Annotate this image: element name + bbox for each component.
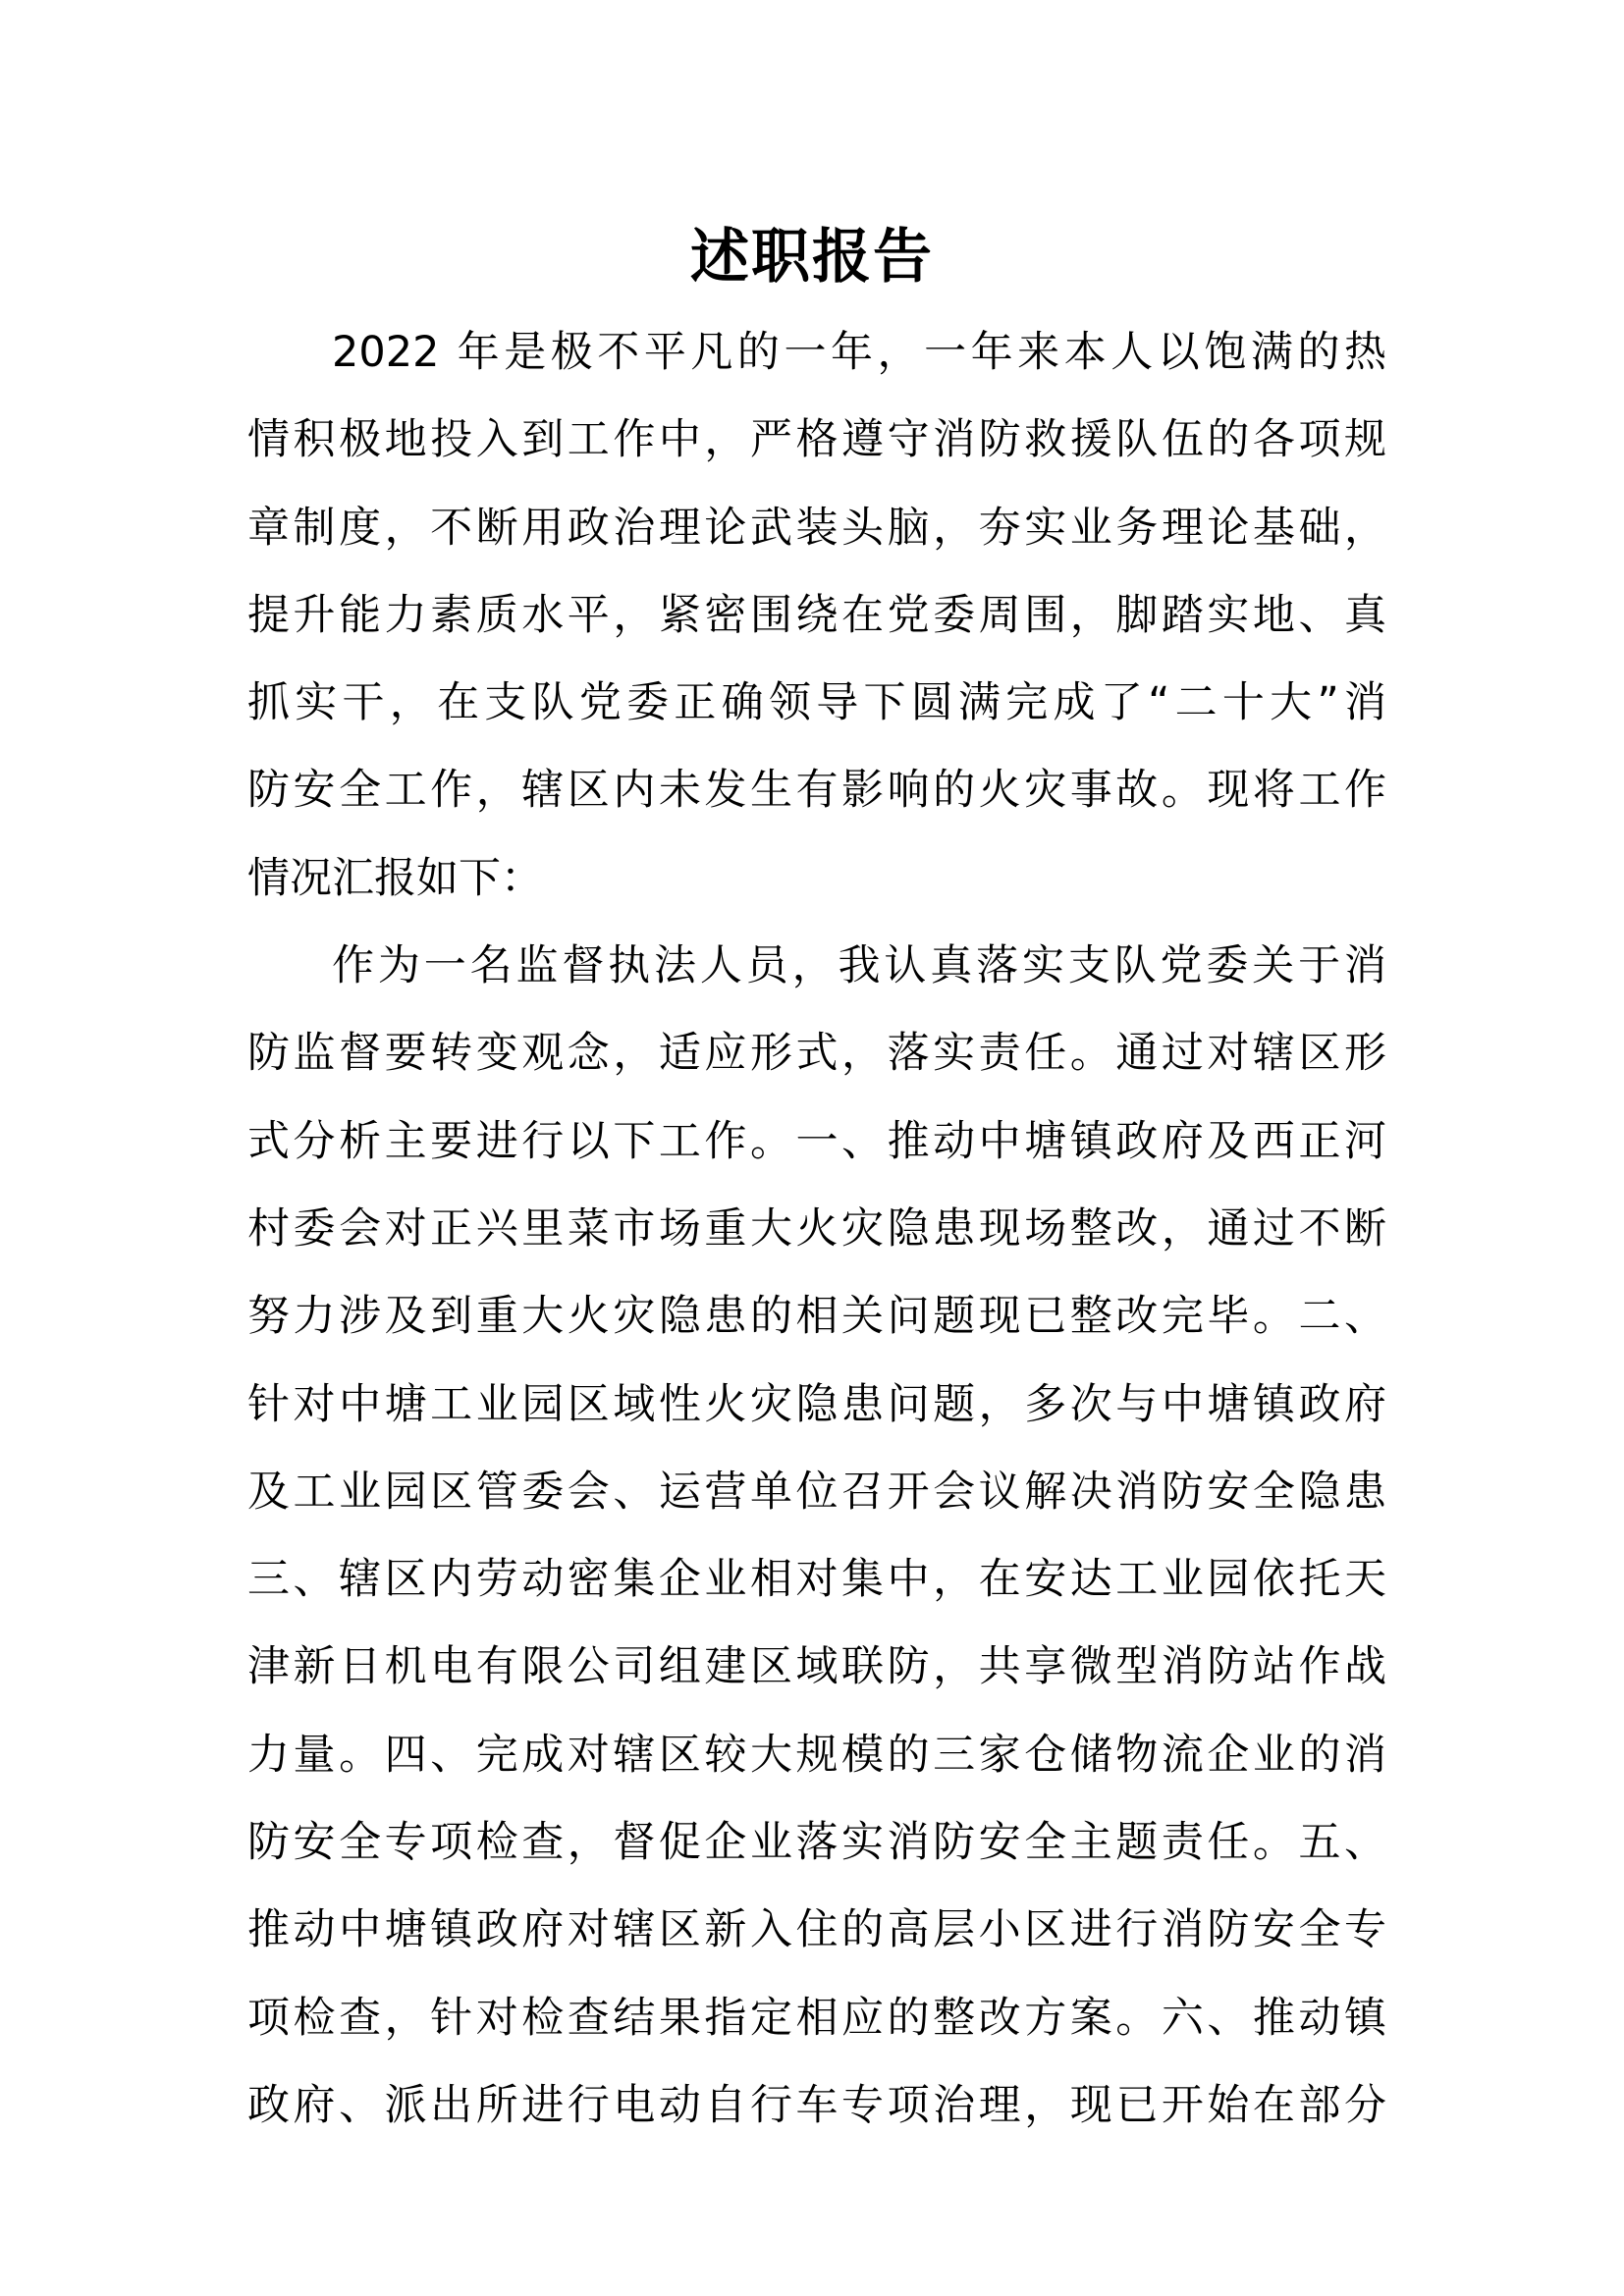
- body-text-line: 式分析主要进行以下工作。一、推动中塘镇政府及西正河: [247, 1116, 1386, 1166]
- body-text-line: 防监督要转变观念，适应形式，落实责任。通过对辖区形: [247, 1029, 1386, 1079]
- body-text-line: 努力涉及到重大火灾隐患的相关问题现已整改完毕。二、: [247, 1292, 1386, 1342]
- body-text-line: 提升能力素质水平，紧密围绕在党委周围，脚踏实地、真: [247, 590, 1386, 640]
- body-text-line: 三、辖区内劳动密集企业相对集中，在安达工业园依托天: [247, 1555, 1386, 1605]
- page-title: 述职报告: [690, 223, 934, 292]
- body-text-line: 政府、派出所进行电动自行车专项治理，现已开始在部分: [247, 2080, 1386, 2130]
- body-text-line: 及工业园区管委会、运营单位召开会议解决消防安全隐患: [247, 1467, 1386, 1517]
- body-text-line: 项检查，针对检查结果指定相应的整改方案。六、推动镇: [247, 1993, 1386, 2043]
- body-text-line: 2022 年是极不平凡的一年，一年来本人以饱满的热: [332, 328, 1386, 377]
- body-text-line: 防安全工作，辖区内未发生有影响的火灾事故。现将工作: [247, 766, 1386, 816]
- body-text-line: 力量。四、完成对辖区较大规模的三家仓储物流企业的消: [247, 1730, 1386, 1780]
- body-text-line: 针对中塘工业园区域性火灾隐患问题，多次与中塘镇政府: [247, 1379, 1386, 1429]
- body-text-line: 推动中塘镇政府对辖区新入住的高层小区进行消防安全专: [247, 1905, 1386, 1955]
- document-body: [247, 309, 1386, 2150]
- body-text-line: 情积极地投入到工作中，严格遵守消防救援队伍的各项规: [247, 415, 1386, 465]
- body-text-line: 津新日机电有限公司组建区域联防，共享微型消防站作战: [247, 1642, 1386, 1692]
- body-text-line: 抓实干，在支队党委正确领导下圆满完成了“二十大”消: [247, 678, 1386, 728]
- body-text-line: 章制度，不断用政治理论武装头脑，夯实业务理论基础，: [247, 503, 1386, 553]
- body-text-line: 作为一名监督执法人员，我认真落实支队党委关于消: [332, 941, 1386, 991]
- body-text-line: 村委会对正兴里菜市场重大火灾隐患现场整改，通过不断: [247, 1203, 1386, 1254]
- body-text-line: 防安全专项检查，督促企业落实消防安全主题责任。五、: [247, 1818, 1386, 1868]
- body-text-line: 情况汇报如下：: [247, 853, 543, 903]
